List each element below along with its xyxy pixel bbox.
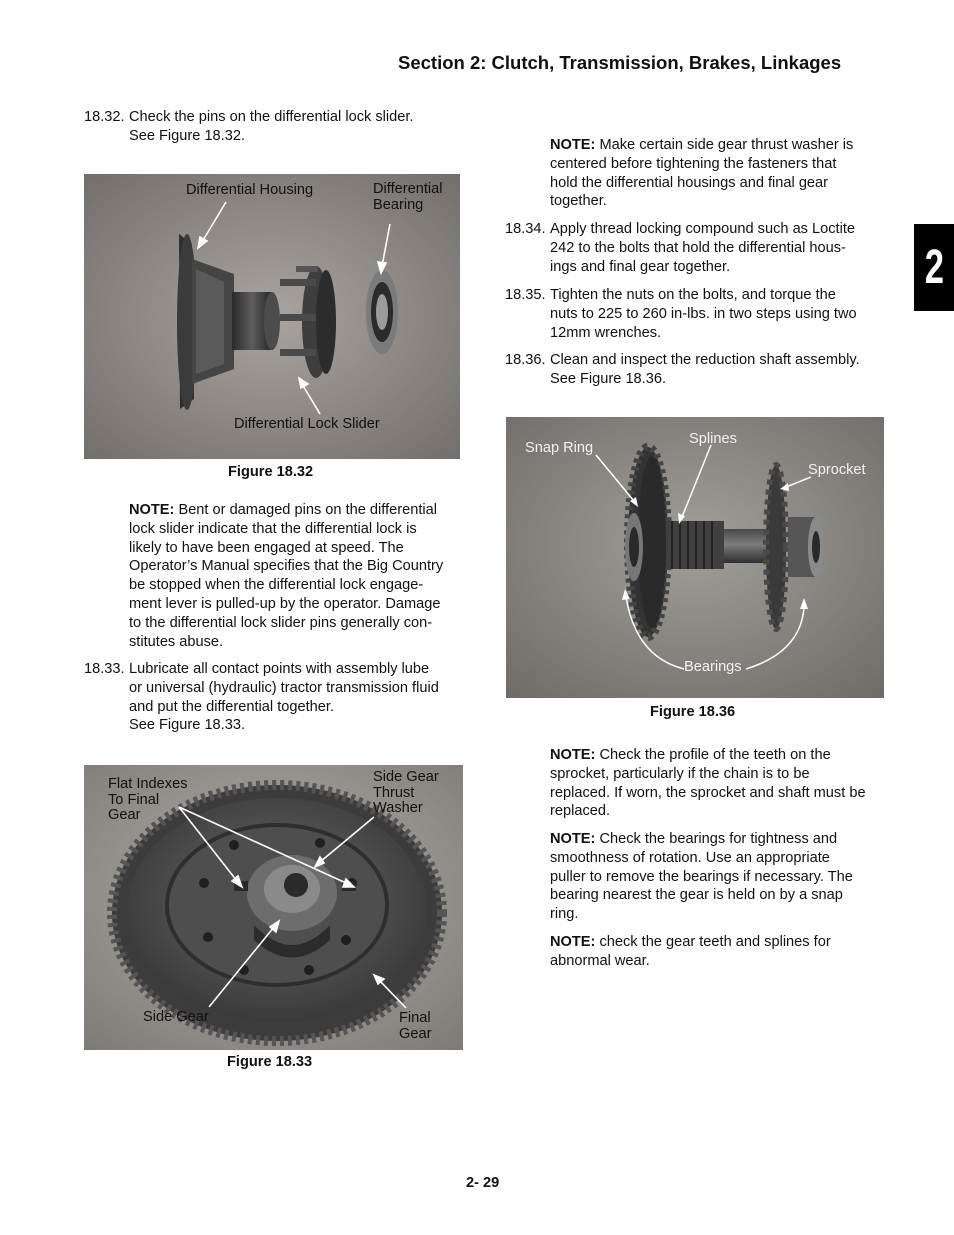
step-18-36 xyxy=(505,351,895,389)
step-18-35 xyxy=(505,286,890,342)
step-text: Tighten the nuts on the bolts, and torque the xyxy=(550,287,836,303)
figure-18-32-caption: Figure 18.32 xyxy=(228,464,314,480)
label-side-gear-thrust-washer: Washer xyxy=(373,800,423,816)
note-text: smoothness of rotation. Use an appropriate xyxy=(550,849,830,866)
label-splines: Splines xyxy=(689,431,737,447)
note-text: be stopped when the differential lock engage- xyxy=(129,577,424,594)
step-text: ings and final gear together. xyxy=(550,258,731,275)
step-number: 18.34. xyxy=(505,221,546,237)
step-text: Check the pins on the differential lock slider. xyxy=(129,109,414,125)
figure-18-33-photo xyxy=(84,765,463,1050)
page-number: 2- 29 xyxy=(466,1175,500,1191)
note-text: together. xyxy=(550,193,607,210)
step-number: 18.32. xyxy=(84,109,125,125)
step-number: 18.33. xyxy=(84,661,125,677)
figure-18-32-photo xyxy=(84,174,460,459)
note-label: NOTE: xyxy=(550,747,596,763)
note-text: replaced. If worn, the sprocket and shaft must be xyxy=(550,784,866,801)
note-text: bearing nearest the gear is held on by a snap xyxy=(550,887,843,904)
note-text: Make certain side gear thrust washer is xyxy=(595,137,854,153)
label-sprocket: Sprocket xyxy=(808,462,866,478)
reduction-shaft-photo xyxy=(506,417,884,698)
note-label: NOTE: xyxy=(550,137,596,153)
step-text: See Figure 18.33. xyxy=(129,717,246,734)
note-text: replaced. xyxy=(550,803,611,820)
step-text: nuts to 225 to 260 in-lbs. in two steps using two xyxy=(550,305,857,322)
note-text: check the gear teeth and splines for xyxy=(595,934,831,950)
note-text: hold the differential housings and final gear xyxy=(550,174,829,191)
label-differential-lock-slider: Differential Lock Slider xyxy=(234,416,380,432)
note-text: sprocket, particularly if the chain is to be xyxy=(550,765,810,782)
note-text: ment lever is pulled-up by the operator. Damage xyxy=(129,595,441,612)
note-text: likely to have been engaged at speed. The xyxy=(129,539,404,556)
figure-18-36-caption: Figure 18.36 xyxy=(650,704,736,720)
note-text: abnormal wear. xyxy=(550,952,650,969)
section-tab xyxy=(914,224,954,311)
note-sprocket xyxy=(550,746,895,821)
note-text: Check the profile of the teeth on the xyxy=(595,747,831,763)
section-header: Section 2: Clutch, Transmission, Brakes, Linkages xyxy=(398,52,842,73)
step-number: 18.35. xyxy=(505,287,546,303)
note-label: NOTE: xyxy=(550,831,596,847)
note-bearings xyxy=(550,830,895,924)
label-bearings: Bearings xyxy=(684,659,742,675)
note-text: Operator’s Manual specifies that the Big Country xyxy=(129,558,444,575)
step-18-34 xyxy=(505,220,890,276)
label-flat-indexes: Gear xyxy=(108,807,141,823)
step-text: See Figure 18.32. xyxy=(129,127,246,144)
label-side-gear-thrust-washer: Side Gear xyxy=(373,769,439,785)
label-differential-bearing: Bearing xyxy=(373,197,424,213)
note-text: centered before tightening the fasteners that xyxy=(550,155,837,172)
note-text: to the differential lock slider pins generally con- xyxy=(129,614,433,631)
label-final-gear: Gear xyxy=(399,1026,432,1042)
step-18-33 xyxy=(84,660,469,735)
label-flat-indexes: To Final xyxy=(108,792,160,808)
note-text: ring. xyxy=(550,906,579,923)
note-thrust-washer xyxy=(550,136,890,211)
step-18-32 xyxy=(84,108,464,146)
label-flat-indexes: Flat Indexes xyxy=(108,776,188,792)
step-text: 12mm wrenches. xyxy=(550,324,662,341)
section-tab-number: 2 xyxy=(924,241,944,294)
figure-18-33-caption: Figure 18.33 xyxy=(227,1054,313,1070)
step-text: Apply thread locking compound such as Loctite xyxy=(550,221,856,237)
step-text: Lubricate all contact points with assembly lube xyxy=(129,661,430,677)
note-label: NOTE: xyxy=(550,934,596,950)
note-text: lock slider indicate that the differential lock is xyxy=(129,520,417,537)
note-text: stitutes abuse. xyxy=(129,633,224,650)
label-final-gear: Final xyxy=(399,1010,431,1026)
figure-18-36-photo xyxy=(506,417,884,698)
step-text: 242 to the bolts that hold the differential hous- xyxy=(550,239,846,256)
label-differential-bearing: Differential xyxy=(373,181,443,197)
note-splines xyxy=(550,933,895,971)
label-side-gear-thrust-washer: Thrust xyxy=(373,785,415,801)
step-text: Clean and inspect the reduction shaft assembly. xyxy=(550,352,860,368)
step-text: and put the differential together. xyxy=(129,698,335,715)
note-text: Bent or damaged pins on the differential xyxy=(174,502,438,518)
note-text: puller to remove the bearings if necessary. The xyxy=(550,868,853,885)
label-differential-housing: Differential Housing xyxy=(186,182,314,198)
note-differential-lock xyxy=(129,501,469,651)
step-text: or universal (hydraulic) tractor transmission fluid xyxy=(129,679,439,696)
label-snap-ring: Snap Ring xyxy=(525,440,594,456)
label-side-gear: Side Gear xyxy=(143,1009,209,1025)
note-text: Check the bearings for tightness and xyxy=(595,831,838,847)
step-number: 18.36. xyxy=(505,352,546,368)
step-text: See Figure 18.36. xyxy=(550,370,667,387)
note-label: NOTE: xyxy=(129,502,175,518)
